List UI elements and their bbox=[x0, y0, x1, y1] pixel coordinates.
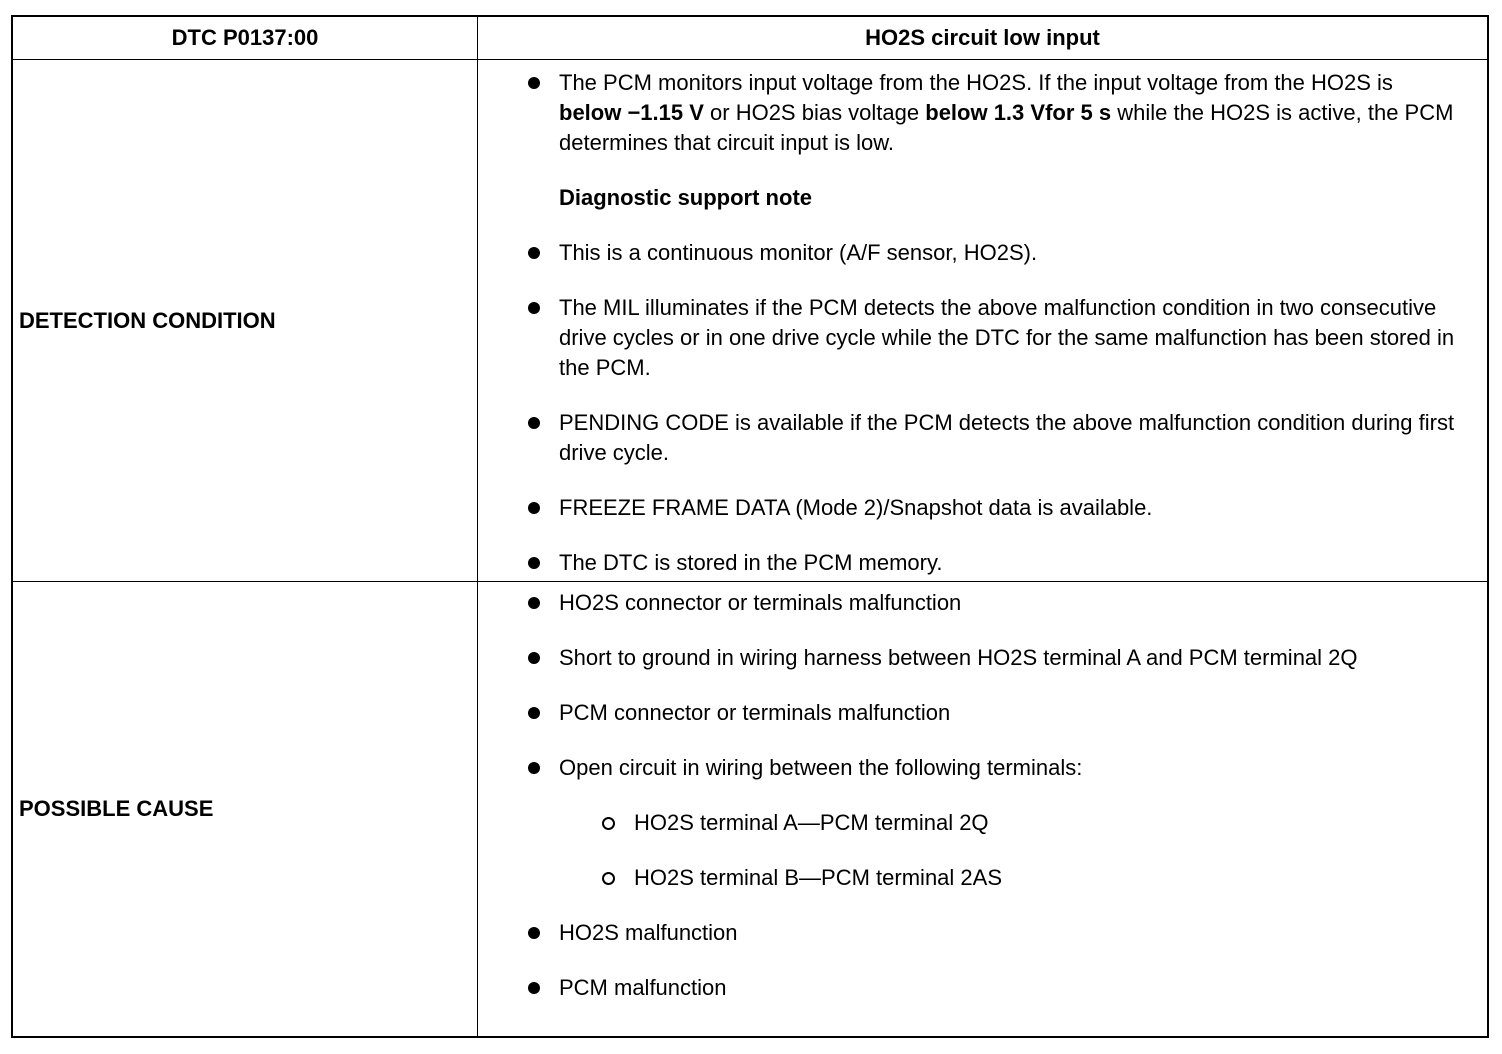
possible-cause-cell bbox=[478, 582, 1487, 1036]
cause-text: HO2S malfunction bbox=[559, 920, 738, 945]
cause-text: Open circuit in wiring between the following terminals: bbox=[559, 755, 1083, 780]
bullet-icon bbox=[528, 707, 540, 719]
cause-text: HO2S connector or terminals malfunction bbox=[559, 590, 962, 615]
detection-condition-label: DETECTION CONDITION bbox=[13, 60, 478, 581]
ring-bullet-icon bbox=[602, 817, 615, 830]
sub-list-item bbox=[478, 808, 1487, 838]
list-item bbox=[478, 753, 1487, 783]
bullet-icon bbox=[528, 502, 540, 514]
cause-text: Short to ground in wiring harness between HO2S terminal A and PCM terminal 2Q bbox=[559, 645, 1358, 670]
diagnostic-note-heading: Diagnostic support note bbox=[559, 185, 812, 210]
bullet-icon bbox=[528, 982, 540, 994]
dtc-table bbox=[11, 15, 1489, 1038]
list-item bbox=[478, 293, 1487, 383]
intro-bold-2: below 1.3 Vfor 5 s bbox=[925, 100, 1112, 125]
note-text: The DTC is stored in the PCM memory. bbox=[559, 550, 943, 575]
list-item bbox=[478, 643, 1487, 673]
ring-bullet-icon bbox=[602, 872, 615, 885]
list-item bbox=[478, 973, 1487, 1003]
list-item bbox=[478, 408, 1487, 468]
list-item bbox=[478, 493, 1487, 523]
note-text: FREEZE FRAME DATA (Mode 2)/Snapshot data is available. bbox=[559, 495, 1153, 520]
list-item bbox=[478, 698, 1487, 728]
detection-condition-row bbox=[13, 60, 1487, 582]
list-item bbox=[478, 238, 1487, 268]
note-text: PENDING CODE is available if the PCM detects the above malfunction condition during first drive cycle. bbox=[559, 410, 1455, 465]
bullet-icon bbox=[528, 597, 540, 609]
list-item bbox=[478, 588, 1487, 618]
intro-bold-1: below −1.15 V bbox=[559, 100, 704, 125]
sub-list-item bbox=[478, 863, 1487, 893]
intro-text-3: while the HO2S is active, the PCM determines that circuit input is low. bbox=[559, 100, 1454, 155]
intro-text-1: The PCM monitors input voltage from the HO2S. If the input voltage from the HO2S is bbox=[559, 70, 1393, 95]
bullet-icon bbox=[528, 417, 540, 429]
dtc-description-header: HO2S circuit low input bbox=[865, 25, 1100, 50]
sub-cause-text: HO2S terminal A—PCM terminal 2Q bbox=[634, 810, 989, 835]
bullet-icon bbox=[528, 77, 540, 89]
detection-condition-cell bbox=[478, 60, 1487, 581]
possible-cause-label: POSSIBLE CAUSE bbox=[13, 582, 478, 1036]
bullet-icon bbox=[528, 762, 540, 774]
dtc-code-header: DTC P0137:00 bbox=[13, 17, 478, 59]
list-item bbox=[478, 918, 1487, 948]
list-item bbox=[478, 68, 1487, 158]
sub-cause-text: HO2S terminal B—PCM terminal 2AS bbox=[634, 865, 1002, 890]
possible-cause-row bbox=[13, 582, 1487, 1036]
bullet-icon bbox=[528, 557, 540, 569]
note-text: This is a continuous monitor (A/F sensor, HO2S). bbox=[559, 240, 1038, 265]
intro-text-2: or HO2S bias voltage bbox=[703, 100, 926, 125]
list-item bbox=[478, 548, 1487, 578]
bullet-icon bbox=[528, 247, 540, 259]
note-text: The MIL illuminates if the PCM detects the above malfunction condition in two consecutive drive cycles or in one drive cycle while the DTC for the same malfunction has been stored in the PCM. bbox=[559, 295, 1455, 380]
cause-text: PCM connector or terminals malfunction bbox=[559, 700, 951, 725]
table-header-row bbox=[13, 17, 1487, 60]
bullet-icon bbox=[528, 302, 540, 314]
cause-text: PCM malfunction bbox=[559, 975, 727, 1000]
bullet-icon bbox=[528, 927, 540, 939]
bullet-icon bbox=[528, 652, 540, 664]
